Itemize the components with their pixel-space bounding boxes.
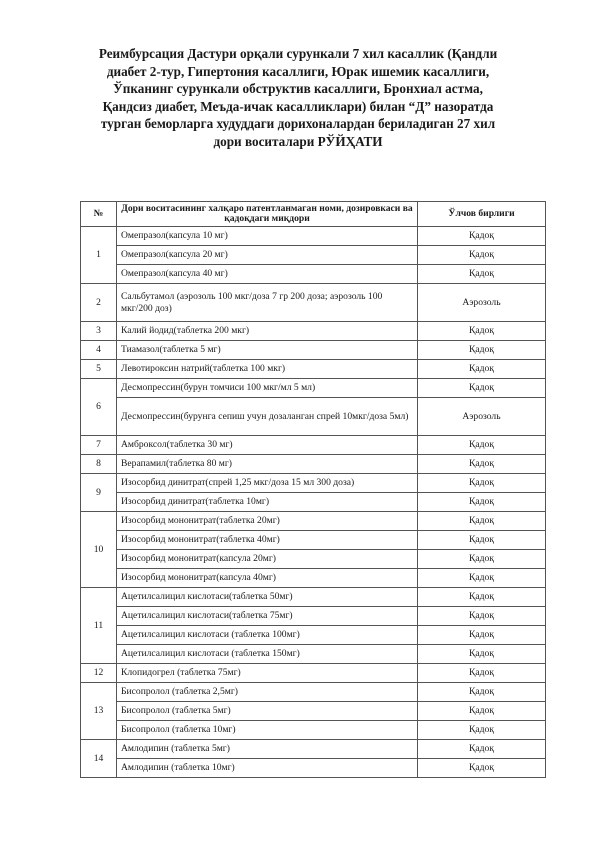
unit-cell: Қадоқ <box>418 265 546 284</box>
drug-list-table <box>80 201 546 778</box>
unit-cell: Қадоқ <box>418 322 546 341</box>
drug-name-cell: Десмопрессин(бурун томчиси 100 мкг/мл 5 мл) <box>117 379 418 398</box>
drug-name-cell: Калий йодид(таблетка 200 мкг) <box>117 322 418 341</box>
table-row <box>81 455 546 474</box>
unit-cell: Қадоқ <box>418 379 546 398</box>
unit-cell: Қадоқ <box>418 360 546 379</box>
unit-cell: Қадоқ <box>418 626 546 645</box>
drug-name-cell: Сальбутамол (аэрозоль 100 мкг/доза 7 гр 200 доза; аэрозоль 100 мкг/200 доз) <box>117 284 418 322</box>
row-number: 8 <box>81 455 117 474</box>
table-row <box>81 265 546 284</box>
drug-name-cell: Омепразол(капсула 20 мг) <box>117 246 418 265</box>
table-row <box>81 398 546 436</box>
unit-cell: Қадоқ <box>418 721 546 740</box>
drug-name-cell: Ацетилсалицил кислотаси(таблетка 75мг) <box>117 607 418 626</box>
drug-name-cell: Бисопролол (таблетка 10мг) <box>117 721 418 740</box>
row-number: 9 <box>81 474 117 512</box>
row-number: 1 <box>81 227 117 284</box>
drug-name-cell: Бисопролол (таблетка 2,5мг) <box>117 683 418 702</box>
unit-cell: Қадоқ <box>418 246 546 265</box>
drug-name-cell: Омепразол(капсула 10 мг) <box>117 227 418 246</box>
table-row <box>81 436 546 455</box>
table-row <box>81 664 546 683</box>
unit-cell: Қадоқ <box>418 607 546 626</box>
drug-name-cell: Изосорбид мононитрат(капсула 20мг) <box>117 550 418 569</box>
unit-cell: Қадоқ <box>418 740 546 759</box>
drug-name-cell: Ацетилсалицил кислотаси(таблетка 50мг) <box>117 588 418 607</box>
header-unit: Ўлчов бирлиги <box>418 202 546 227</box>
table-row <box>81 227 546 246</box>
table-row <box>81 246 546 265</box>
table-row <box>81 360 546 379</box>
unit-cell: Қадоқ <box>418 550 546 569</box>
unit-cell: Қадоқ <box>418 512 546 531</box>
row-number: 5 <box>81 360 117 379</box>
unit-cell: Қадоқ <box>418 531 546 550</box>
table-row <box>81 379 546 398</box>
table-row <box>81 626 546 645</box>
table-row <box>81 493 546 512</box>
table-row <box>81 341 546 360</box>
row-number: 13 <box>81 683 117 740</box>
drug-name-cell: Амлодипин (таблетка 5мг) <box>117 740 418 759</box>
drug-name-cell: Амлодипин (таблетка 10мг) <box>117 759 418 778</box>
table-row <box>81 512 546 531</box>
unit-cell: Аэрозоль <box>418 284 546 322</box>
drug-name-cell: Изосорбид мононитрат(таблетка 40мг) <box>117 531 418 550</box>
row-number: 14 <box>81 740 117 778</box>
unit-cell: Қадоқ <box>418 702 546 721</box>
table-row <box>81 702 546 721</box>
table-row <box>81 284 546 322</box>
table-row <box>81 645 546 664</box>
row-number: 4 <box>81 341 117 360</box>
drug-name-cell: Изосорбид мононитрат(таблетка 20мг) <box>117 512 418 531</box>
table-row <box>81 569 546 588</box>
drug-name-cell: Верапамил(таблетка 80 мг) <box>117 455 418 474</box>
drug-name-cell: Изосорбид динитрат(спрей 1,25 мкг/доза 15 мл 300 доза) <box>117 474 418 493</box>
table-row <box>81 607 546 626</box>
row-number: 12 <box>81 664 117 683</box>
unit-cell: Аэрозоль <box>418 398 546 436</box>
table-row <box>81 322 546 341</box>
table-row <box>81 588 546 607</box>
unit-cell: Қадоқ <box>418 588 546 607</box>
table-body <box>81 227 546 778</box>
drug-name-cell: Изосорбид динитрат(таблетка 10мг) <box>117 493 418 512</box>
drug-name-cell: Десмопрессин(бурунга сепиш учун дозаланган спрей 10мкг/доза 5мл) <box>117 398 418 436</box>
unit-cell: Қадоқ <box>418 455 546 474</box>
drug-name-cell: Клопидогрел (таблетка 75мг) <box>117 664 418 683</box>
unit-cell: Қадоқ <box>418 664 546 683</box>
unit-cell: Қадоқ <box>418 569 546 588</box>
row-number: 10 <box>81 512 117 588</box>
table-row <box>81 721 546 740</box>
header-drug-name: Дори воситасининг халқаро патентланмаган номи, дозировкаси ва қадоқдаги миқдори <box>117 202 418 227</box>
unit-cell: Қадоқ <box>418 683 546 702</box>
table-header-row <box>81 202 546 227</box>
document-title: Реимбурсация Дастури орқали сурункали 7 хил касаллик (Қандли диабет 2-тур, Гипертония касаллиги, Юрак ишемик касаллиги, Ўпканинг сурункали обструктив касаллиги, Бронхиал астма, Қандсиз диабет, Меъда-ичак касалликлари) билан “Д” назоратда турган беморларга худуддаги дорихоналардан бериладиган 27 хил дори воситалари РЎЙҲАТИ <box>98 46 498 149</box>
row-number: 6 <box>81 379 117 436</box>
table-row <box>81 740 546 759</box>
drug-name-cell: Левотироксин натрий(таблетка 100 мкг) <box>117 360 418 379</box>
drug-name-cell: Тиамазол(таблетка 5 мг) <box>117 341 418 360</box>
unit-cell: Қадоқ <box>418 645 546 664</box>
drug-name-cell: Омепразол(капсула 40 мг) <box>117 265 418 284</box>
drug-name-cell: Изосорбид мононитрат(капсула 40мг) <box>117 569 418 588</box>
drug-name-cell: Ацетилсалицил кислотаси (таблетка 150мг) <box>117 645 418 664</box>
unit-cell: Қадоқ <box>418 436 546 455</box>
table-row <box>81 683 546 702</box>
row-number: 2 <box>81 284 117 322</box>
table-row <box>81 759 546 778</box>
unit-cell: Қадоқ <box>418 474 546 493</box>
row-number: 3 <box>81 322 117 341</box>
drug-name-cell: Амброксол(таблетка 30 мг) <box>117 436 418 455</box>
unit-cell: Қадоқ <box>418 227 546 246</box>
table-row <box>81 474 546 493</box>
unit-cell: Қадоқ <box>418 341 546 360</box>
table-row <box>81 531 546 550</box>
drug-name-cell: Ацетилсалицил кислотаси (таблетка 100мг) <box>117 626 418 645</box>
unit-cell: Қадоқ <box>418 759 546 778</box>
table-row <box>81 550 546 569</box>
row-number: 7 <box>81 436 117 455</box>
drug-name-cell: Бисопролол (таблетка 5мг) <box>117 702 418 721</box>
unit-cell: Қадоқ <box>418 493 546 512</box>
row-number: 11 <box>81 588 117 664</box>
header-number: № <box>81 202 117 227</box>
